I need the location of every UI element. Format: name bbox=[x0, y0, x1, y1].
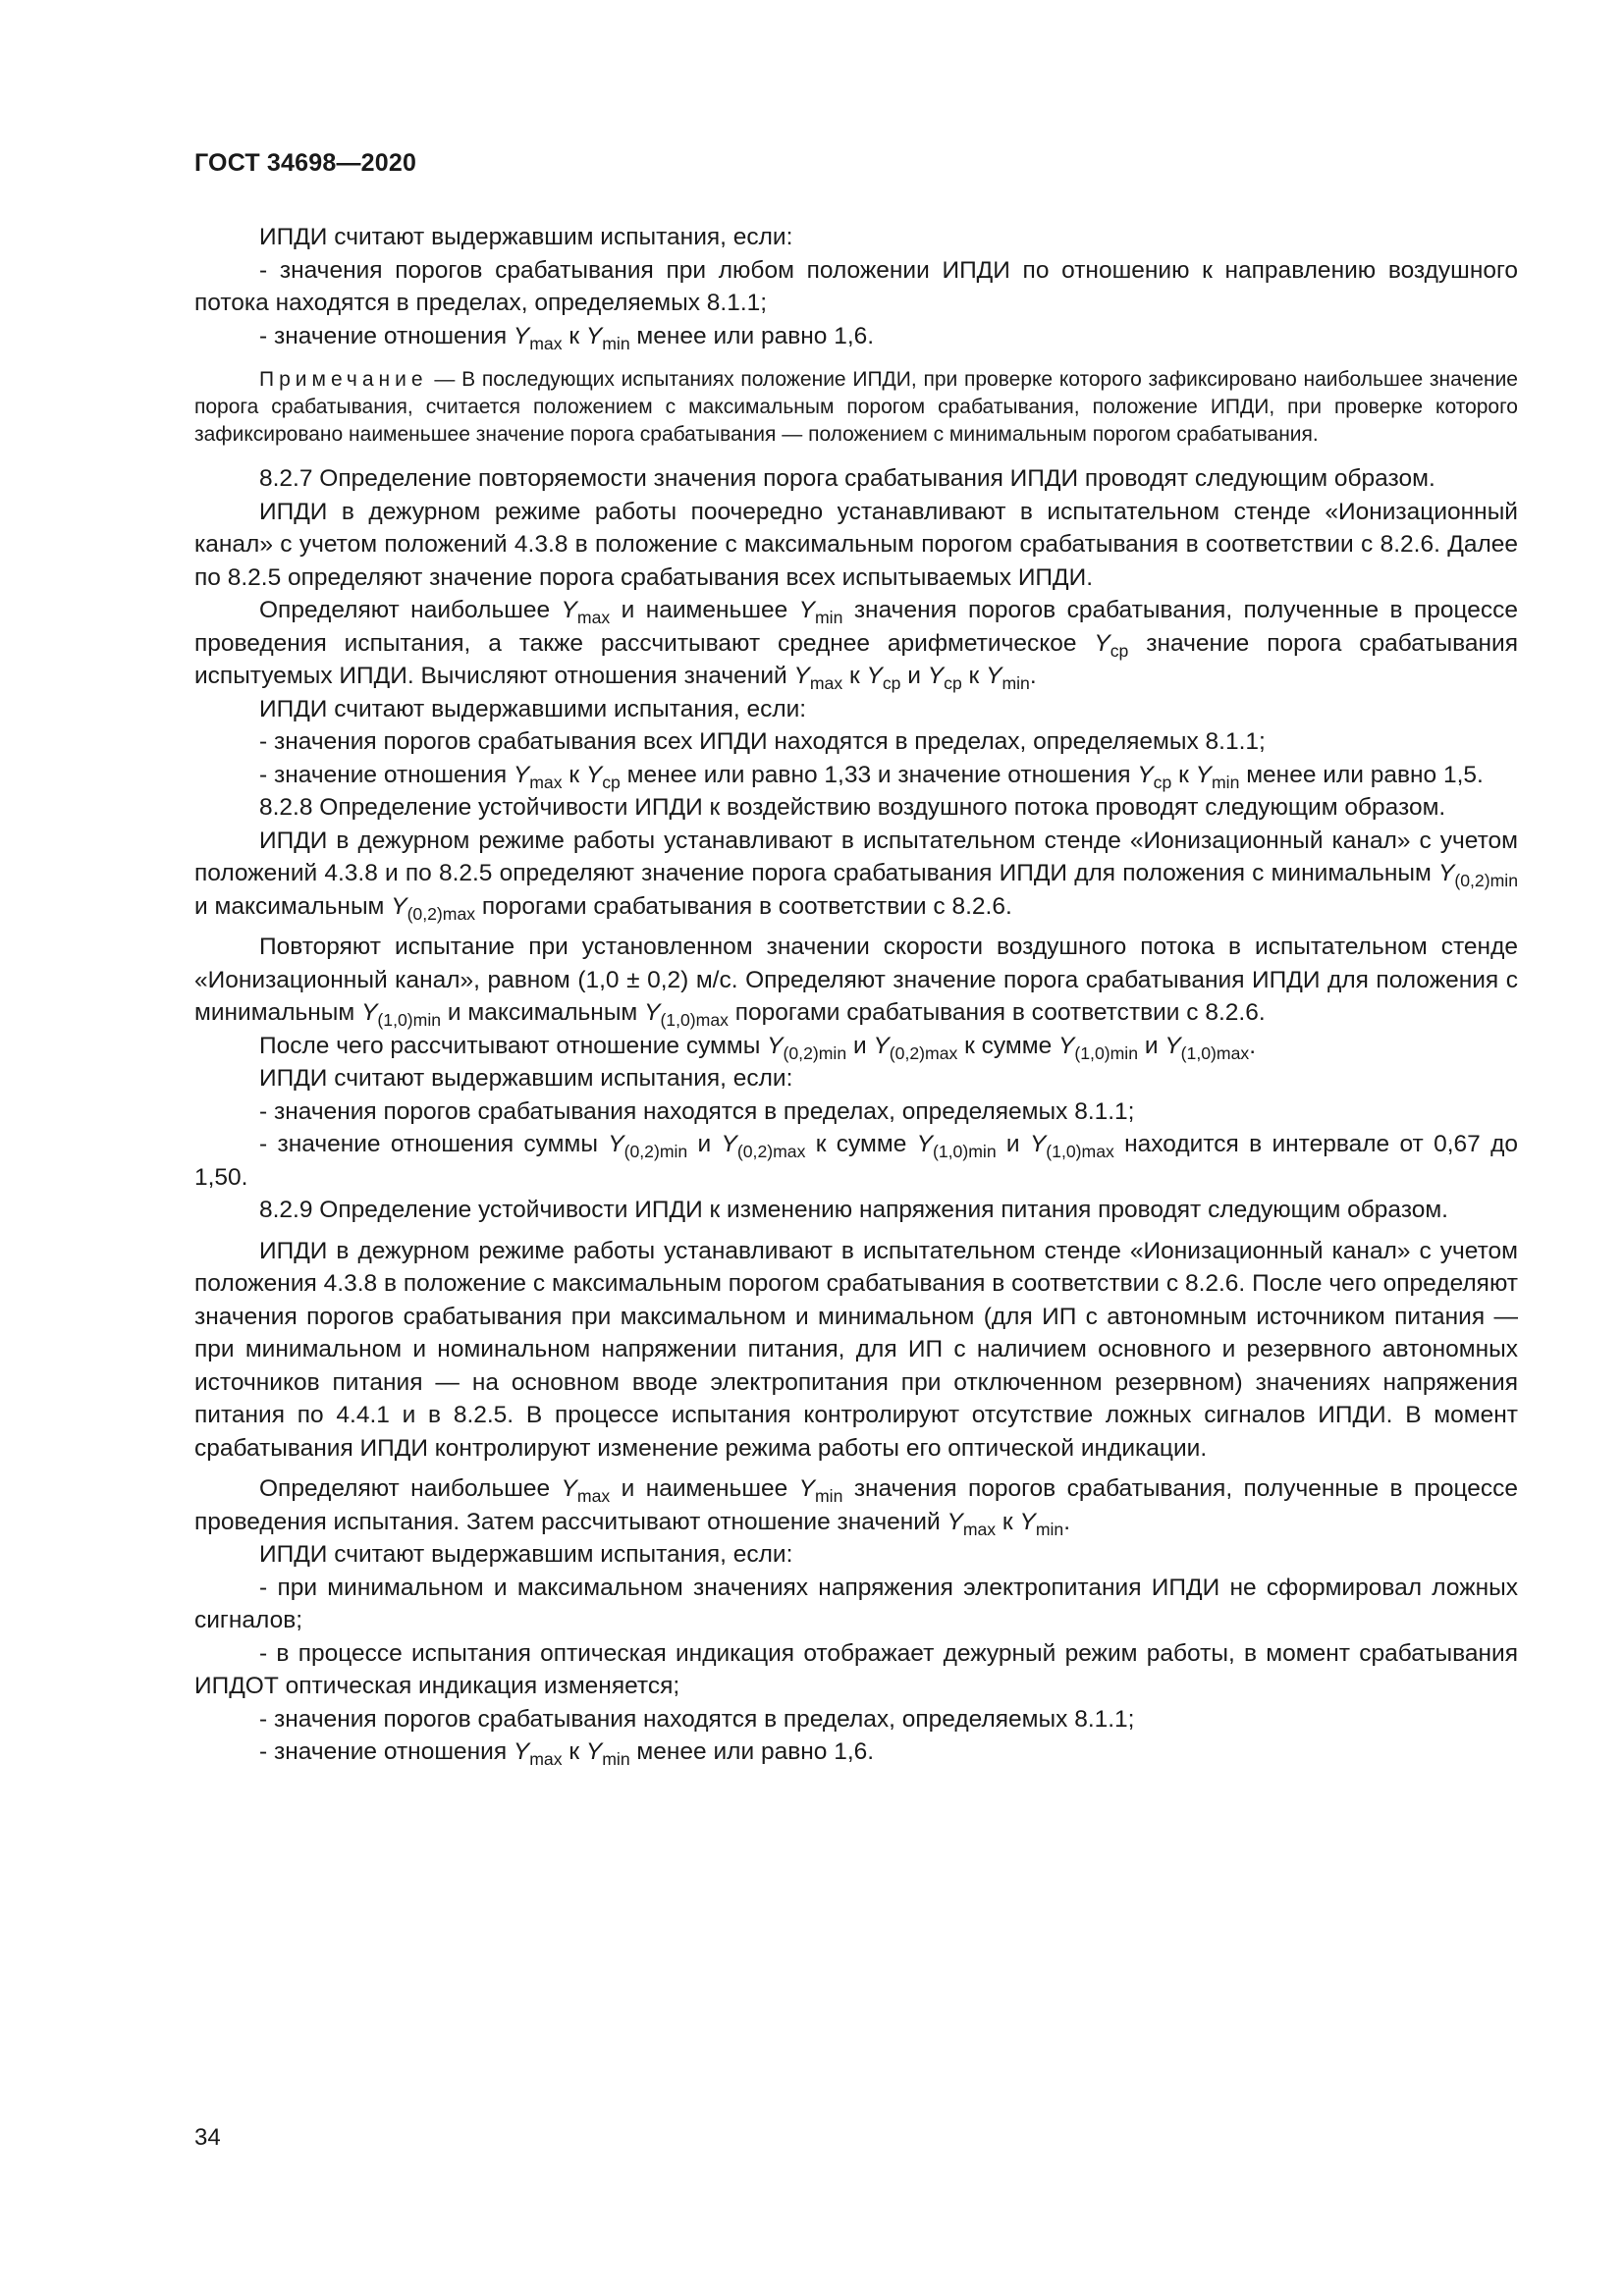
note-text: — В последующих испытаниях положение ИПДИ, при проверке которого зафиксировано наибольшее значение порога срабатывания, считается положением с максимальным порогом срабатывания, положение ИПДИ, при проверке которого зафиксировано наименьшее значение порога срабатывания — положением с минимальным порогом срабатывания. bbox=[194, 368, 1518, 446]
formula-symbol: Y bbox=[513, 322, 530, 349]
paragraph: ИПДИ в дежурном режиме работы устанавливают в испытательном стенде «Ионизационный канал» с учетом положений 4.3.8 и по 8.2.5 определяют значение порога срабатывания ИПДИ для положения с минимальным $Y_{(0,2)min}$ и максимальным $Y_{(0,2)max}$ порогами срабатывания в соответствии с 8.2.6. bbox=[194, 827, 1518, 924]
list-item: - значение отношения суммы $Y_{(0,2)min}$ и $Y_{(0,2)max}$ к сумме $Y_{(1,0)min}$ и $Y_{(1,0)max}$ находится в интервале от 0,67 до 1,50. bbox=[194, 1131, 1518, 1191]
paragraph: ИПДИ считают выдержавшим испытания, если: bbox=[259, 1065, 793, 1092]
section-heading-8-2-8: 8.2.8 Определение устойчивости ИПДИ к воздействию воздушного потока проводят следующим образом. bbox=[259, 794, 1446, 821]
paragraph: Определяют наибольшее $Y_{max}$ и наименьшее $Y_{min}$ значения порогов срабатывания, полученные в процессе проведения испытания, а также рассчитывают среднее арифметическое $Y_{cp}$ значение порога срабатывания испытуемых ИПДИ. Вычисляют отношения значений $Y_{max}$ к $Y_{cp}$ и $Y_{cp}$ к $Y_{min}$. bbox=[194, 597, 1519, 694]
document-header: ГОСТ 34698—2020 bbox=[194, 149, 417, 177]
list-item: - значение отношения $Y_{max}$ к $Y_{min}$ менее или равно 1,6. bbox=[259, 1738, 875, 1770]
formula-symbol: Y bbox=[585, 322, 603, 349]
document-body bbox=[194, 221, 1518, 1769]
page-number: 34 bbox=[194, 2124, 221, 2151]
list-item: - в процессе испытания оптическая индикация отображает дежурный режим работы, в момент срабатывания ИПДОТ оптическая индикация изменяется; bbox=[194, 1639, 1518, 1699]
list-item: - значения порогов срабатывания находятся в пределах, определяемых 8.1.1; bbox=[259, 1097, 1135, 1125]
list-item: - значения порогов срабатывания при любом положении ИПДИ по отношению к направлению воздушного потока находятся в пределах, определяемых 8.1.1; bbox=[194, 256, 1518, 316]
list-item: - значение отношения $Y_{max}$ к $Y_{cp}$ менее или равно 1,33 и значение отношения $Y_{cp}$ к $Y_{min}$ менее или равно 1,5. bbox=[259, 761, 1484, 792]
section-heading-8-2-7: 8.2.7 Определение повторяемости значения порога срабатывания ИПДИ проводят следующим образом. bbox=[259, 465, 1435, 492]
paragraph: ИПДИ в дежурном режиме работы устанавливают в испытательном стенде «Ионизационный канал» с учетом положения 4.3.8 в положение с максимальным порогом срабатывания в соответствии с 8.2.6. После чего определяют значения порогов срабатывания при максимальном и минимальном (для ИП с автономным источником питания — при минимальном и номинальном напряжении питания, для ИП с наличием основного и резервного автономных источников питания — на основном вводе электропитания при отключенном резервном) значениях напряжения питания по 4.4.1 и в 8.2.5. В процессе испытания контролируют отсутствие ложных сигналов ИПДИ. В момент срабатывания ИПДИ контролируют изменение режима работы его оптической индикации. bbox=[194, 1237, 1518, 1462]
section-heading-8-2-9: 8.2.9 Определение устойчивости ИПДИ к изменению напряжения питания проводят следующим образом. bbox=[259, 1197, 1448, 1223]
note-block bbox=[194, 366, 1518, 449]
list-item: - значения порогов срабатывания всех ИПДИ находятся в пределах, определяемых 8.1.1; bbox=[259, 728, 1266, 755]
list-item: - при минимальном и максимальном значениях напряжения электропитания ИПДИ не сформировал ложных сигналов; bbox=[194, 1574, 1518, 1633]
paragraph: ИПДИ в дежурном режиме работы поочередно устанавливают в испытательном стенде «Ионизационный канал» с учетом положений 4.3.8 в положение с максимальным порогом срабатывания в соответствии с 8.2.6. Далее по 8.2.5 определяют значение порога срабатывания всех испытываемых ИПДИ. bbox=[194, 498, 1518, 591]
note-label: Примечание bbox=[259, 368, 428, 391]
paragraph: После чего рассчитывают отношение суммы $Y_{(0,2)min}$ и $Y_{(0,2)max}$ к сумме $Y_{(1,0)min}$ и $Y_{(1,0)max}$. bbox=[259, 1032, 1257, 1063]
paragraph: Определяют наибольшее $Y_{max}$ и наименьшее $Y_{min}$ значения порогов срабатывания, полученные в процессе проведения испытания. Затем рассчитывают отношение значений $Y_{max}$ к $Y_{min}$. bbox=[194, 1475, 1519, 1539]
list-item: - значения порогов срабатывания находятся в пределах, определяемых 8.1.1; bbox=[259, 1705, 1135, 1733]
paragraph: ИПДИ считают выдержавшими испытания, если: bbox=[259, 695, 807, 722]
paragraph: Повторяют испытание при установленном значении скорости воздушного потока в испытательном стенде «Ионизационный канал», равном (1,0 ± 0,2) м/с. Определяют значение порога срабатывания ИПДИ для положения с минимальным $Y_{(1,0)min}$ и максимальным $Y_{(1,0)max}$ порогами срабатывания в соответствии с 8.2.6. bbox=[194, 934, 1518, 1031]
list-item: - значение отношения $Y_{max}$ к $Y_{min}$ менее или равно 1,6. bbox=[259, 322, 875, 353]
paragraph: ИПДИ считают выдержавшим испытания, если: bbox=[259, 224, 793, 250]
paragraph: ИПДИ считают выдержавшим испытания, если: bbox=[259, 1541, 793, 1568]
